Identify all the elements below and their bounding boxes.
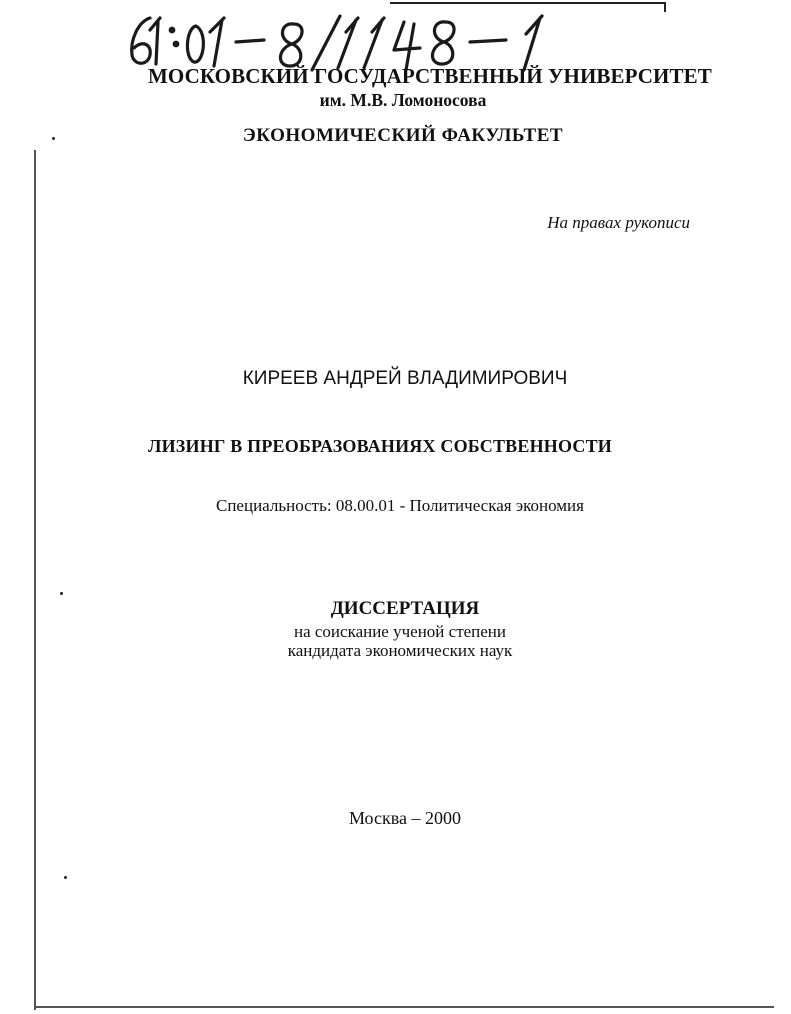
- scan-speck: [64, 876, 67, 879]
- university-named-after: им. М.В. Ломоносова: [319, 90, 487, 110]
- manuscript-note: На правах рукописи: [547, 213, 690, 232]
- dissertation-title: ЛИЗИНГ В ПРЕОБРАЗОВАНИЯХ СОБСТВЕННОСТИ: [147, 436, 613, 456]
- dissertation-type: ДИССЕРТАЦИЯ: [330, 598, 480, 619]
- specialty-line: Специальность: 08.00.01 - Политическая экономия: [216, 496, 584, 515]
- scan-edge-bottom: [34, 1006, 774, 1008]
- faculty-name: ЭКОНОМИЧЕСКИЙ ФАКУЛЬТЕТ: [242, 125, 564, 146]
- scan-speck: [60, 592, 63, 595]
- university-name: МОСКОВСКИЙ ГОСУДАРСТВЕННЫЙ УНИВЕРСИТЕТ: [148, 64, 712, 88]
- degree-line-1: на соискание ученой степени: [293, 622, 507, 641]
- author-name: КИРЕЕВ АНДРЕЙ ВЛАДИМИРОВИЧ: [242, 368, 568, 389]
- degree-line-2: кандидата экономических наук: [287, 641, 513, 660]
- scan-edge-left: [34, 150, 36, 1010]
- city-year: Москва – 2000: [349, 808, 461, 828]
- scan-speck: [52, 137, 55, 140]
